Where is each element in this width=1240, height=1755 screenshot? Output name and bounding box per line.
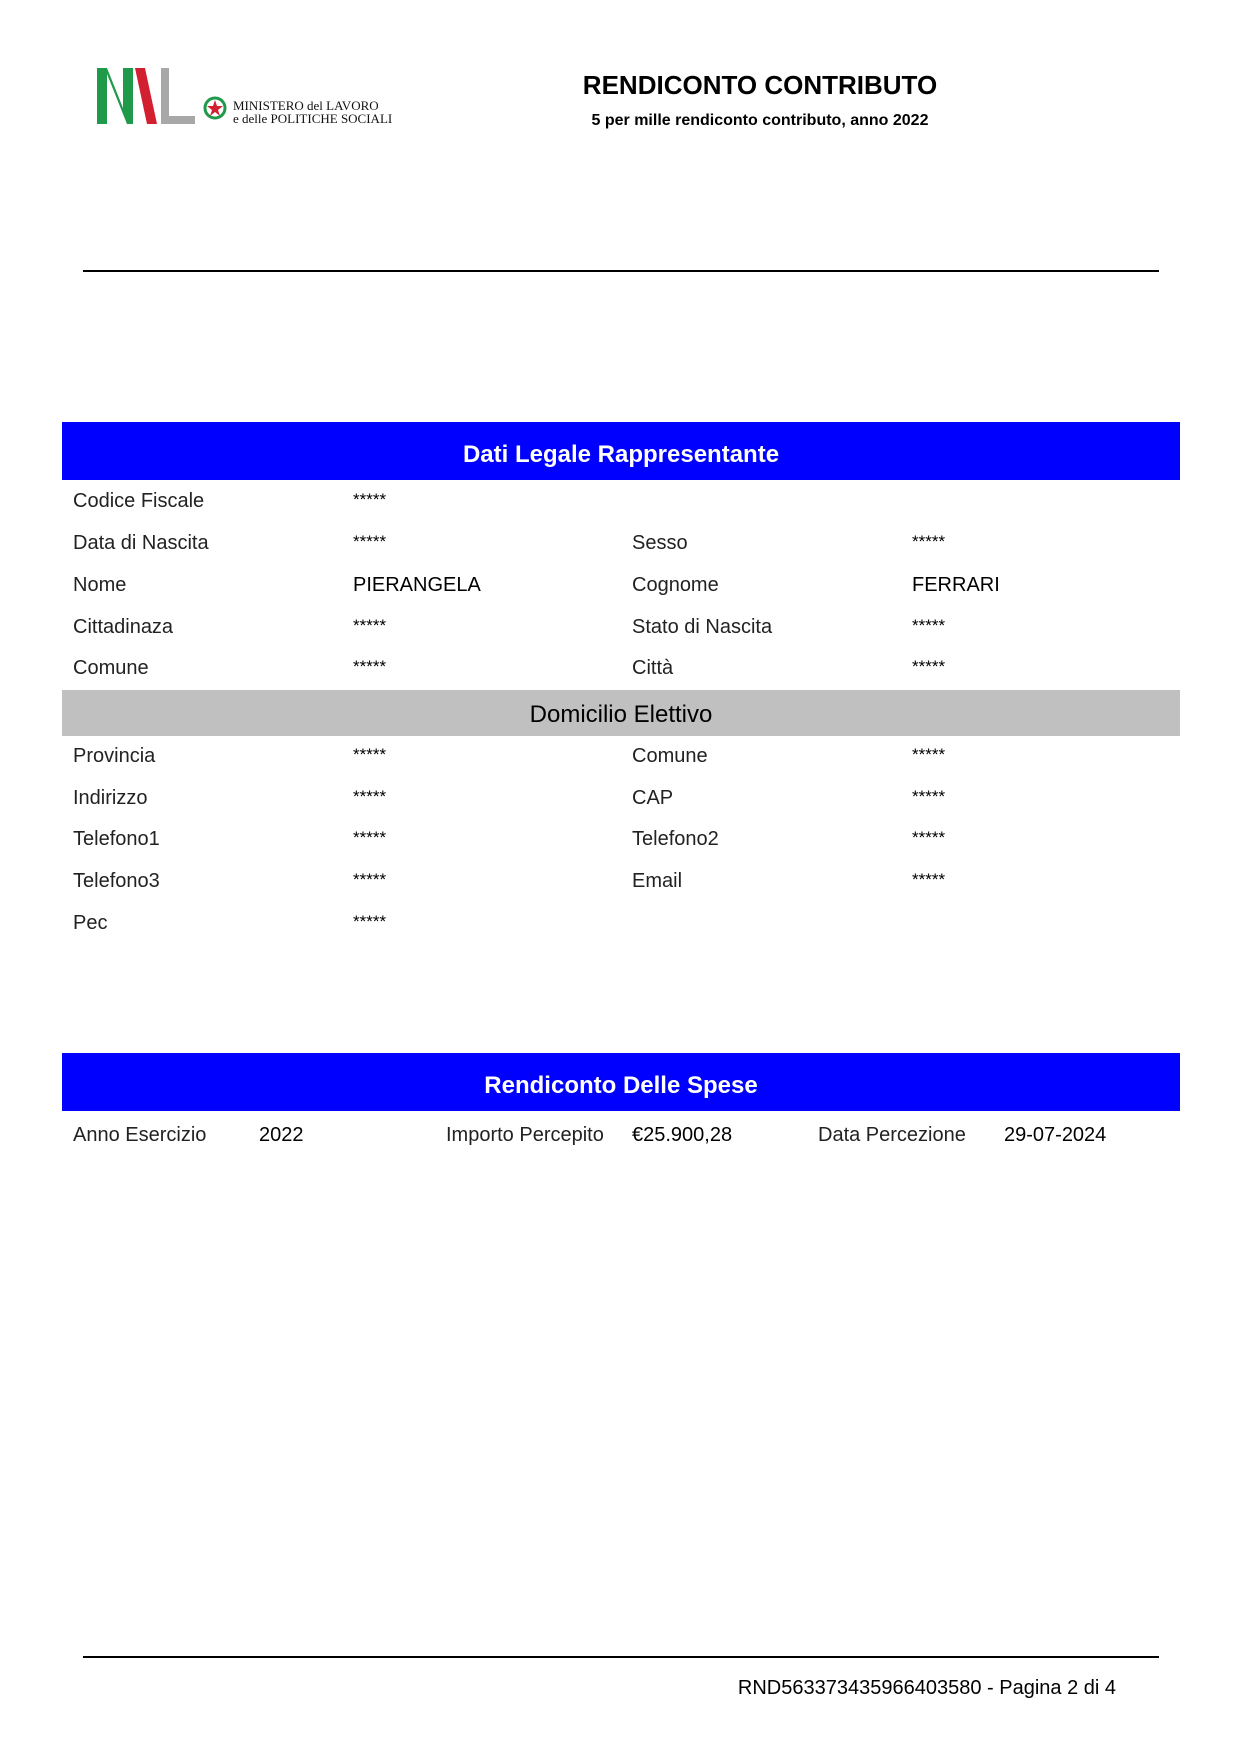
document-subtitle: 5 per mille rendiconto contributo, anno 2022 (591, 112, 929, 129)
label-email: Email (632, 870, 683, 892)
label-telefono2: Telefono2 (632, 828, 719, 850)
label-pec: Pec (73, 912, 108, 934)
label-sesso: Sesso (632, 532, 688, 554)
value-comune: ***** (353, 657, 387, 676)
value-codice-fiscale: ***** (353, 490, 387, 509)
value-data-percezione: 29-07-2024 (1004, 1124, 1107, 1146)
value-provincia: ***** (353, 745, 387, 764)
document-title: RENDICONTO CONTRIBUTO (582, 70, 938, 100)
section-header-legal-rep: Dati Legale Rappresentante (62, 422, 1180, 480)
value-data-nascita: ***** (353, 532, 387, 551)
value-email: ***** (912, 870, 946, 889)
value-indirizzo: ***** (353, 787, 387, 806)
value-cittadinanza: ***** (353, 616, 387, 635)
label-dom-comune: Comune (632, 745, 708, 767)
value-telefono3: ***** (353, 870, 387, 889)
label-cap: CAP (632, 787, 674, 809)
ministry-name (233, 99, 392, 125)
value-dom-comune: ***** (912, 745, 946, 764)
value-nome: PIERANGELA (353, 574, 481, 596)
label-telefono3: Telefono3 (73, 870, 160, 892)
value-telefono2: ***** (912, 828, 946, 847)
value-cognome: FERRARI (912, 574, 1000, 596)
section-header-spese: Rendiconto Delle Spese (62, 1053, 1180, 1111)
value-citta: ***** (912, 657, 946, 676)
label-codice-fiscale: Codice Fiscale (73, 490, 205, 512)
header-divider (83, 270, 1159, 272)
ml-monogram-icon (97, 68, 195, 124)
label-cognome: Cognome (632, 574, 719, 596)
label-data-percezione: Data Percezione (818, 1124, 966, 1146)
value-telefono1: ***** (353, 828, 387, 847)
label-importo-percepito: Importo Percepito (446, 1124, 604, 1146)
value-anno-esercizio: 2022 (259, 1124, 304, 1146)
label-anno-esercizio: Anno Esercizio (73, 1124, 207, 1146)
ministry-name-line2: e delle POLITICHE SOCIALI (233, 111, 393, 126)
value-pec: ***** (353, 912, 387, 931)
republic-emblem-icon (205, 98, 225, 118)
document-id-page-number: RND563373435966403580 - Pagina 2 di 4 (737, 1677, 1116, 1699)
label-telefono1: Telefono1 (73, 828, 160, 850)
value-importo-percepito: €25.900,28 (632, 1124, 733, 1146)
value-sesso: ***** (912, 532, 946, 551)
value-cap: ***** (912, 787, 946, 806)
value-stato-nascita: ***** (912, 616, 946, 635)
label-nome: Nome (73, 574, 127, 596)
label-comune: Comune (73, 657, 149, 679)
label-cittadinanza: Cittadinaza (73, 616, 174, 638)
label-provincia: Provincia (73, 745, 156, 767)
subsection-header-domicilio: Domicilio Elettivo (62, 690, 1180, 736)
label-data-nascita: Data di Nascita (73, 532, 209, 554)
footer-divider (83, 1656, 1159, 1658)
label-stato-nascita: Stato di Nascita (632, 616, 773, 638)
ministry-name-line1: MINISTERO del LAVORO (233, 98, 379, 113)
label-indirizzo: Indirizzo (73, 787, 148, 809)
label-citta: Città (632, 657, 674, 679)
